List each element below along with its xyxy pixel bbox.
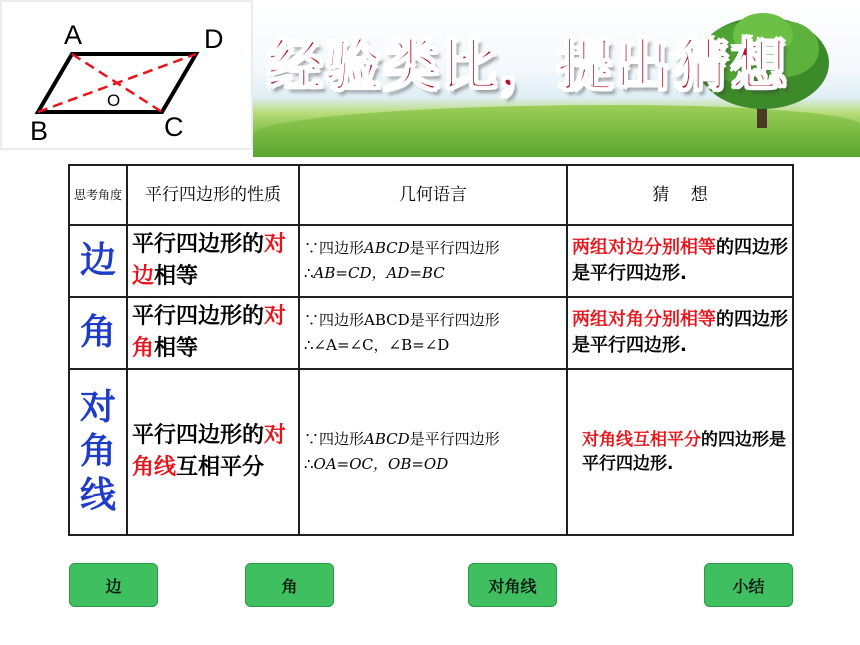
geometry-cell [299, 297, 567, 369]
geometry-cell [299, 225, 567, 297]
geometry-cell [299, 369, 567, 535]
category-side: 边 [69, 225, 127, 297]
vertex-c-label: C [164, 112, 184, 142]
geometry-italic: ABCD [364, 239, 410, 257]
geometry-italic: OA=OC，OB=OD [313, 455, 449, 473]
comparison-table [68, 164, 794, 536]
property-highlight: 对角线 [132, 423, 287, 480]
geometry-line [304, 261, 562, 286]
conjecture-cell [567, 369, 793, 535]
geometry-line: ∵四边形ABCD是平行四边形 [304, 311, 500, 329]
conjecture-text: 的四边形是平行四边形. [582, 430, 786, 474]
conjecture-text: 的四边形是平行四边形. [572, 237, 788, 284]
conjecture-text: 的四边形是平行四边形. [572, 309, 788, 356]
conjecture-highlight: 两组对角分别相等 [572, 309, 716, 330]
table-row [69, 297, 793, 369]
geometry-text: ∴ [304, 455, 314, 473]
geometry-text: ∵四边形 [304, 430, 365, 448]
category-angle: 角 [69, 297, 127, 369]
geometry-line [304, 452, 562, 477]
summary-button[interactable]: 小结 [704, 563, 793, 607]
property-text: 平行四边形的 [132, 423, 265, 448]
geometry-italic: AB=CD，AD=BC [313, 264, 445, 282]
side-button[interactable]: 边 [69, 563, 158, 607]
property-highlight: 对边 [132, 232, 287, 289]
geometry-italic: ABCD [364, 430, 410, 448]
conjecture-highlight: 两组对边分别相等 [572, 237, 716, 258]
property-text: 相等 [154, 264, 199, 289]
geometry-line [304, 427, 562, 452]
vertex-d-label: D [204, 24, 224, 54]
geometry-text: 是平行四边形 [409, 430, 500, 448]
geometry-text: ∵四边形 [304, 239, 365, 257]
geometry-line [304, 236, 562, 261]
property-text: 互相平分 [176, 455, 265, 480]
angle-button[interactable]: 角 [245, 563, 334, 607]
title-banner [253, 0, 860, 157]
property-cell [127, 369, 299, 535]
conjecture-highlight: 对角线互相平分 [582, 430, 701, 450]
table-header-row [69, 165, 793, 225]
property-cell [127, 297, 299, 369]
property-cell [127, 225, 299, 297]
conjecture-cell [567, 225, 793, 297]
parallelogram-diagram [0, 0, 253, 150]
header-property: 平行四边形的性质 [127, 165, 299, 225]
center-o-label: O [107, 91, 121, 110]
table-row [69, 225, 793, 297]
header-geometry: 几何语言 [299, 165, 567, 225]
table-row [69, 369, 793, 535]
vertex-b-label: B [30, 116, 49, 146]
banner-title: 经验类比，提出猜想 [267, 33, 789, 99]
header-conjecture: 猜 想 [567, 165, 793, 225]
geometry-text: ∴ [304, 264, 314, 282]
diagonal-button[interactable]: 对角线 [468, 563, 557, 607]
property-text: 平行四边形的 [132, 304, 265, 329]
property-text: 相等 [154, 336, 199, 361]
conjecture-cell [567, 297, 793, 369]
vertex-a-label: A [64, 20, 83, 50]
header-angle: 思考角度 [69, 165, 127, 225]
geometry-text: 是平行四边形 [409, 239, 500, 257]
geometry-line: ∴∠A=∠C，∠B=∠D [304, 336, 450, 354]
property-text: 平行四边形的 [132, 232, 265, 257]
property-highlight: 对角 [132, 304, 287, 361]
category-diagonal: 对角线 [69, 369, 127, 535]
